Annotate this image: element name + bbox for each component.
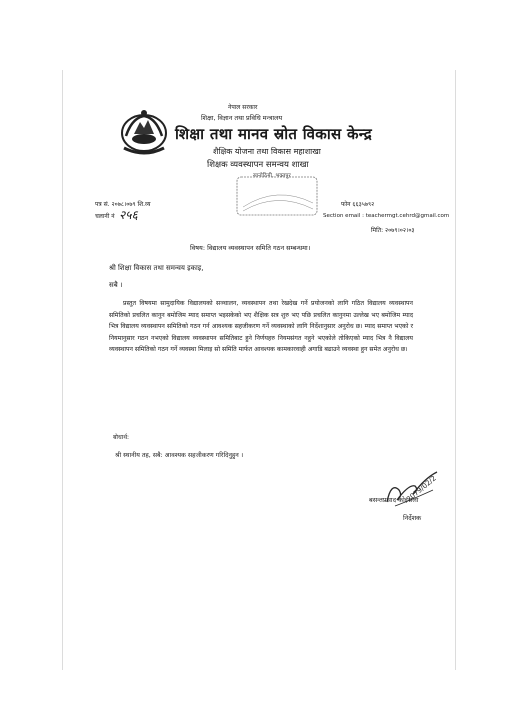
nepal-emblem-icon xyxy=(118,106,170,156)
office-stamp xyxy=(233,173,321,219)
section-email: Section email : teachermgt.cehrd@gmail.com xyxy=(323,213,450,219)
cc-recipient: श्री स्थानीय तह, सबै: आवश्यक सहजीकरण गरिदिनुहुन । xyxy=(115,452,244,459)
reference-number: पत्र सं. २०७८।०७९ शि.व्य xyxy=(95,201,151,208)
division-name: शैक्षिक योजना तथा विकास महाशाखा xyxy=(213,147,321,156)
signatory-name: बसन्तप्रसाद कोइराला xyxy=(369,496,419,504)
signature-scribble xyxy=(381,462,441,512)
subject-line: विषय: विद्यालय व्यवस्थापन समिति गठन सम्बन्धमा। xyxy=(190,244,311,252)
letter-page xyxy=(62,70,456,670)
svg-text:2079/02/2: 2079/02/2 xyxy=(405,474,438,504)
letter-date: मिति: २०७९।०२।०३ xyxy=(371,227,415,234)
body-paragraph: प्रस्तुत विषयमा सामुदायिक विद्यालयको सञ्चालन, व्यवस्थापन तथा रेखदेख गर्ने प्रयोजनको लागि गठित विद्यालय व्यवस्थापन समितिको प्रचलित कानुन बमोजिम म्याद समाप्त भइसकेको भए शैक्षिक सत्र शुरु भए पछि प्रचलित कानुनमा उल्लेख भए बमोजिम म्याद भित्र विद्यालय व्यवस्थापन समितिको गठन गर्न आवश्यक सहजीकरण गर्ने व्यवस्थाको लागि निर्देशानुसार अनुरोध छ। म्याद समाप्त भएको र नियमानुसार गठन नभएको विद्यालय व्यवस्थापन समितिबाट हुने निर्णयहरु नियमसंगत नहुने भएकोले तोकिएको म्याद भित्र नै विद्यालय व्यवस्थापन समितिको गठन गर्ने व्यवस्था मिलाइ सो समिति मार्फत आवश्यक कामकारवाही अगाडि बढाउने व्यवस्था हुन समेत अनुरोध छ। xyxy=(109,300,413,354)
dispatch-label: चलानी नं xyxy=(95,213,115,220)
addressee: श्री शिक्षा विकास तथा समन्वय इकाइ, xyxy=(109,264,204,272)
salutation: सबै । xyxy=(109,281,123,289)
phone-number: फोन ६६३५७९२ xyxy=(341,201,375,208)
ministry-name: शिक्षा, विज्ञान तथा प्रविधि मन्त्रालय xyxy=(201,114,283,122)
govt-name: नेपाल सरकार xyxy=(228,104,258,111)
cc-label: बोधार्थ: xyxy=(113,434,130,441)
section-name: शिक्षक व्यवस्थापन समन्वय शाखा xyxy=(207,160,309,170)
signatory-title: निर्देशक xyxy=(403,514,422,522)
address-text: सानोठिमी, भक्तपुर xyxy=(253,173,291,179)
dispatch-number: २५६ xyxy=(119,208,138,222)
centre-name: शिक्षा तथा मानव स्रोत विकास केन्द्र xyxy=(175,125,372,143)
